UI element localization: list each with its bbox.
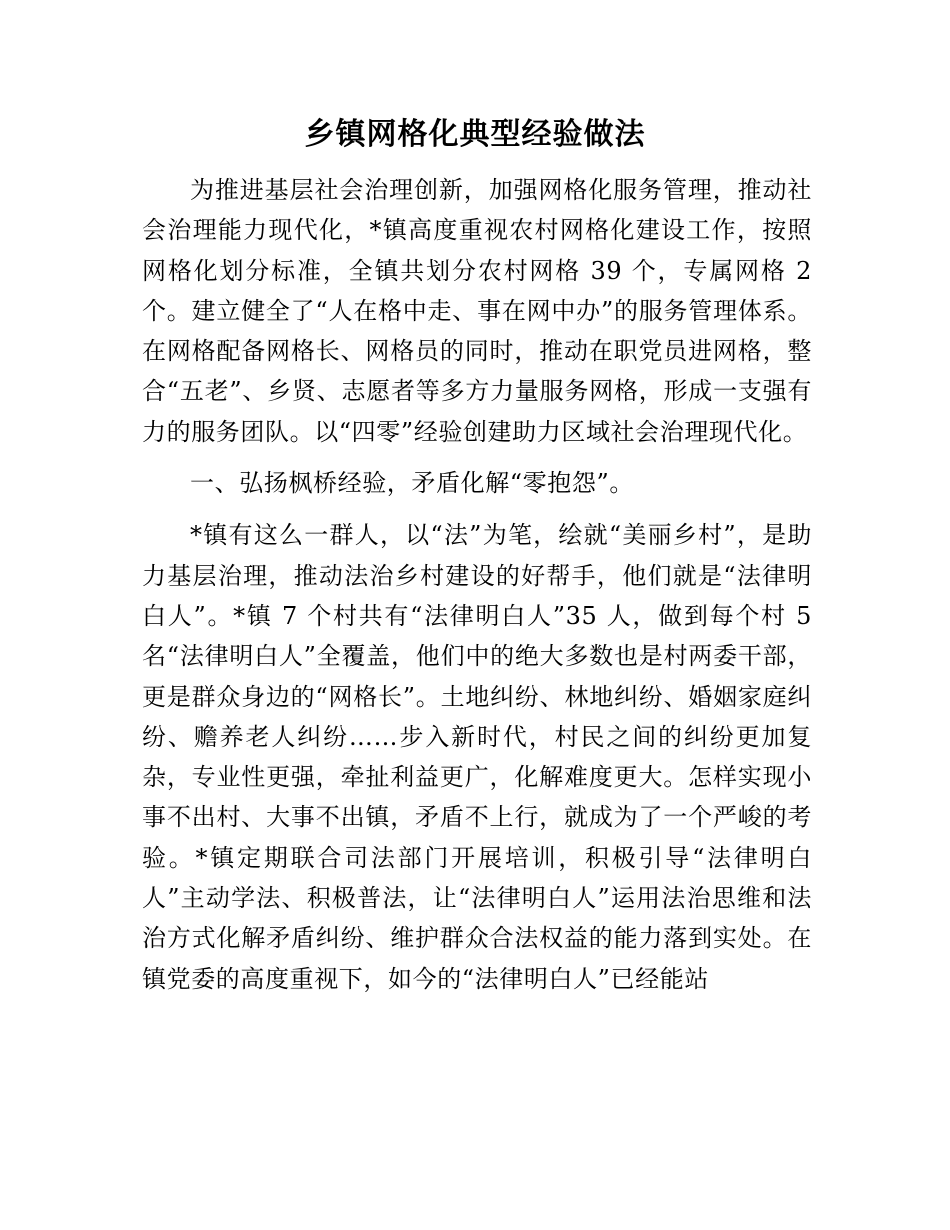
body-paragraph: *镇有这么一群人，以“法”为笔，绘就“美丽乡村”，是助力基层治理，推动法治乡村建设的好帮手，他们就是“法律明白人”。*镇 7 个村共有“法律明白人”35 人，做到每个村 5 名“法律明白人”全覆盖，他们中的绝大多数也是村两委干部，更是群众身边的“网格长”。土地纠纷、林地纠纷、婚姻家庭纠纷、赡养老人纠纷……步入新时代，村民之间的纠纷更加复杂，专业性更强，牵扯利益更广，化解难度更大。怎样实现小事不出村、大事不出镇，矛盾不上行，就成为了一个严峻的考验。*镇定期联合司法部门开展培训，积极引导“法律明白人”主动学法、积极普法，让“法律明白人”运用法治思维和法治方式化解矛盾纠纷、维护群众合法权益的能力落到实处。在镇党委的高度重视下，如今的“法律明白人”已经能站 xyxy=(142,521,812,993)
section-heading: 一、弘扬枫桥经验，矛盾化解“零抱怨”。 xyxy=(190,469,634,498)
document-title: 乡镇网格化典型经验做法 xyxy=(304,117,646,152)
document-body xyxy=(142,170,812,999)
intro-paragraph: 为推进基层社会治理创新，加强网格化服务管理，推动社会治理能力现代化，*镇高度重视农村网格化建设工作，按照网格化划分标准，全镇共划分农村网格 39 个，专属网格 2 个。建立健全了“人在格中走、事在网中办”的服务管理体系。在网格配备网格长、网格员的同时，推动在职党员进网格，整合“五老”、乡贤、志愿者等多方力量服务网格，形成一支强有力的服务团队。以“四零”经验创建助力区域社会治理现代化。 xyxy=(142,176,812,446)
